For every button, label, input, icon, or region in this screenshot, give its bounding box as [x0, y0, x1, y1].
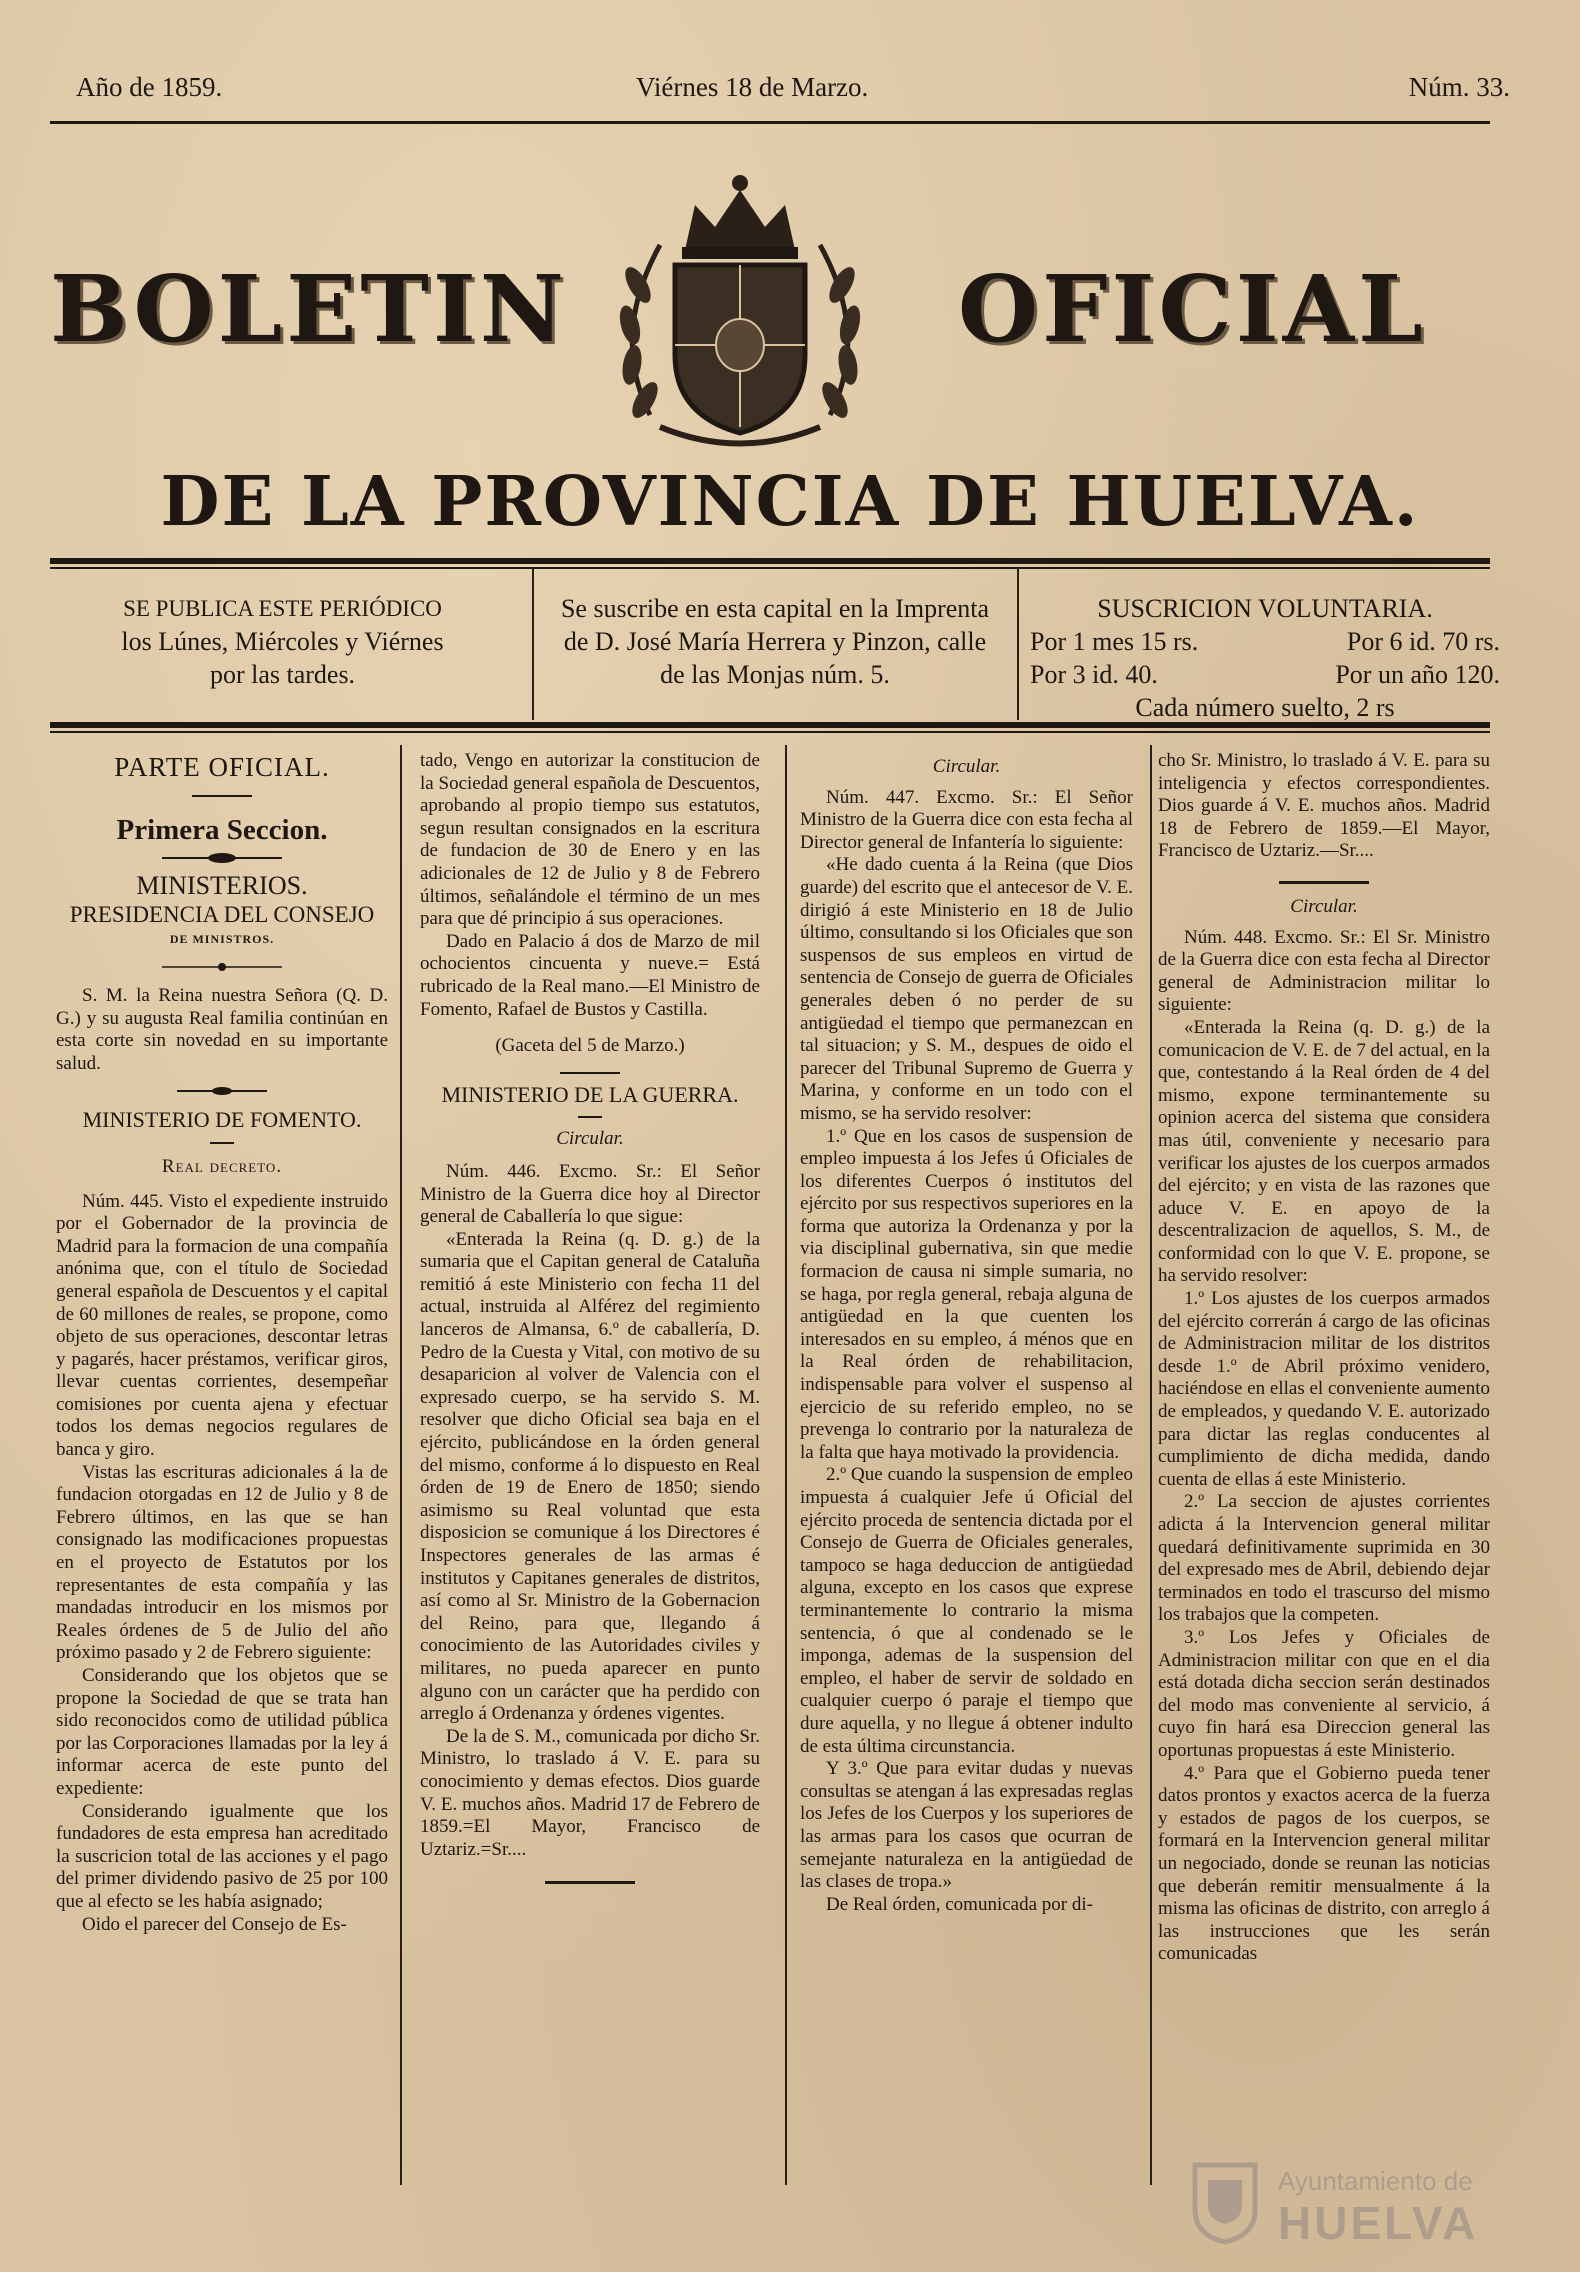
subscription-prices — [1030, 592, 1500, 724]
divider-ornament-icon — [162, 961, 282, 975]
watermark-line-1: Ayuntamiento de — [1278, 2166, 1473, 2196]
date-bar — [70, 72, 1510, 112]
masthead-bottom-rule-thin — [50, 567, 1490, 569]
issue-number: Núm. 33. — [1408, 72, 1510, 102]
column-divider — [785, 745, 787, 2185]
section-parte-oficial: PARTE OFICIAL. — [114, 752, 330, 782]
column-2 — [420, 750, 760, 1894]
paragraph: 2.º Que cuando la suspension de empleo impuesta á cualquier Jefe ú Oficial del ejército proceda de sentencia dictada por el Consejo de Guerra de Oficiales generales, tampoco se haga deduccion de antigüedad alguna, excepto en los casos que exprese terminantemente lo contrario la misma sentencia, ó que al condenado se le imponga, ademas de la suspension del empleo, el haber de servir de soldado en cualquier cuerpo ó paraje el tiempo que dure aquella, y no llegue á obtener indulto de esta última circunstancia. — [800, 1464, 1133, 1757]
divider-ornament-icon — [162, 851, 282, 865]
gaceta-reference: (Gaceta del 5 de Marzo.) — [495, 1035, 685, 1057]
paragraph: De la de S. M., comunicada por dicho Sr. Ministro, lo traslado á V. E. para su conocimiento y demas efectos. Dios guarde V. E. muchos años. Madrid 17 de Febrero de 1859.=El Mayor, Francisco de Uztariz.=Sr.... — [420, 1725, 760, 1860]
paragraph: 3.º Los Jefes y Oficiales de Administracion militar con que en el dia está dotada dicha seccion serán destinados del modo mas conveniente al servicio, á cuyo fin hará esa Direccion general las oportunas propuestas á este Ministerio. — [1158, 1626, 1490, 1761]
paragraph: 2.º La seccion de ajustes corrientes adicta á la Intervencion general militar quedará definitivamente suprimida en 30 del expresado mes de Abril, debiendo dejar terminados en todo el trascurso del mismo los trabajos que la competen. — [1158, 1491, 1490, 1626]
paragraph: Dado en Palacio á dos de Marzo de mil ochocientos cincuenta y nueve.= Está rubricado de la Real mano.—El Ministro de Fomento, Rafael de Bustos y Castilla. — [420, 930, 760, 1020]
paragraph: «Enterada la Reina (q. D. g.) de la comunicacion de V. E. de 7 del actual, en la que, contestando á la Real órden de 4 del mismo, expone terminantemente su opinion acerca del sistema que considera mas útil, conveniente y necesario para verificar los ajustes de los cuerpos armados del ejército; y en vista de las razones que aduce V. E. en apoyo de la descentralizacion de aquellos, S. M., de conformidad con lo que V. E. propone, se ha servido resolver: — [1158, 1016, 1490, 1287]
subscription-line: Se suscribe en esta capital en la Imprenta — [560, 594, 990, 623]
divider-dash — [1279, 881, 1369, 884]
paragraph: tado, Vengo en autorizar la constitucion de la Sociedad general española de Descuentos, aprobando al propio tiempo sus estatutos, segun resultan consignados en la escritura de fundacion de 30 de Enero y en las adicionales de 12 de Julio y 8 de Febrero últimos, señalándole el término de un mes para que dé principio á sus operaciones. — [420, 750, 760, 930]
price-single-issue: Cada número suelto, 2 rs — [1135, 693, 1395, 722]
heading-real-decreto: Real decreto. — [161, 1155, 283, 1177]
heading-circular: Circular. — [556, 1128, 624, 1150]
divider-dash — [560, 1072, 620, 1074]
column-3 — [800, 750, 1133, 1916]
divider-ornament-icon — [192, 791, 252, 805]
subscription-line: de D. José María Herrera y Pinzon, calle — [563, 627, 987, 656]
heading-de-ministros: DE MINISTROS. — [169, 932, 275, 947]
paragraph: 1.º Los ajustes de los cuerpos armados del ejército correrán á cargo de las oficinas de Administracion militar de los distritos desde 1.º de Abril próximo venidero, haciéndose en ellas el conveniente aumento de empleados, y quedando V. E. autorizado para dictar las reglas conducentes al cumplimiento de dicha medida, dando cuenta de ellas á este Ministerio. — [1158, 1288, 1490, 1490]
city-shield-icon — [1190, 2160, 1260, 2245]
column-4 — [1158, 750, 1490, 1966]
paragraph: Vistas las escrituras adicionales á la de fundacion otorgadas en 12 de Julio y 8 de Febrero últimos, en las que se han consignado las modificaciones propuestas en el proyecto de Estatutos por los representantes de esta compañía y las mandadas introducir en los mismos por Reales órdenes de 5 de Julio del año próximo pasado y 2 de Febrero siguiente: — [56, 1461, 388, 1664]
column-1 — [56, 750, 388, 1936]
divider-dash — [210, 1142, 234, 1144]
heading-ministerio-fomento: MINISTERIO DE FOMENTO. — [82, 1107, 362, 1133]
paragraph: Núm. 447. Excmo. Sr.: El Señor Ministro de la Guerra dice con esta fecha al Director general de Infantería lo siguiente: — [800, 786, 1133, 853]
price-item: Por 3 id. 40. — [1030, 660, 1158, 689]
column-divider — [1150, 745, 1152, 2185]
top-rule — [50, 121, 1490, 124]
paragraph: Oido el parecer del Consejo de Es- — [82, 1913, 347, 1935]
divider-dash — [578, 1116, 602, 1118]
info-bottom-rule — [50, 722, 1490, 728]
heading-presidencia: PRESIDENCIA DEL CONSEJO — [69, 901, 375, 927]
masthead-word-left: BOLETIN — [50, 255, 569, 363]
year-label: Año de 1859. — [76, 72, 223, 102]
heading-ministerios: MINISTERIOS. — [136, 871, 308, 901]
subscription-place — [540, 592, 1010, 691]
price-item: Por un año 120. — [1335, 660, 1500, 689]
masthead-word-right: OFICIAL — [958, 255, 1427, 363]
paragraph: Núm. 445. Visto el expediente instruido por el Gobernador de la provincia de Madrid para la formacion de una compañía anónima que, con el título de Sociedad general española de Descuentos y el capital de 60 millones de reales, se propone, como objeto de sus operaciones, descontar letras y pagarés, hacer préstamos, verificar giros, llevar cuentas corrientes, desempeñar comisiones por cuenta ajena y efectuar todos los demas negocios regulares de banca y giro. — [56, 1190, 388, 1461]
masthead-bottom-rule — [50, 558, 1490, 564]
price-item: Por 1 mes 15 rs. — [1030, 627, 1199, 656]
archive-watermark — [1190, 2160, 1520, 2250]
paragraph: «He dado cuenta á la Reina (que Dios guarde) del escrito que el antecesor de V. E. dirigió á este Ministerio en 18 de Julio último, consultando si los Oficiales que son suspensos de sus empleos en virtud de sentencia de Consejo de guerra de Oficiales generales deben ó no perder de su antigüedad el tiempo que permanezcan en tal situacion; y S. M., despues de oido el parecer del Tribunal Supremo de Guerra y Marina, y conforme en un todo con el mismo, se ha servido resolver: — [800, 854, 1133, 1124]
paragraph: De Real órden, comunicada por di- — [826, 1893, 1093, 1915]
publication-line: SE PUBLICA ESTE PERIÓDICO — [123, 596, 442, 621]
paragraph: Considerando que los objetos que se propone la Sociedad de que se trata han sido reconocidos como de utilidad pública por las Corporaciones llamadas por la ley á informar acerca de este punto del expediente: — [56, 1665, 388, 1799]
heading-circular: Circular. — [1290, 895, 1358, 917]
paragraph: 1.º Que en los casos de suspension de empleo impuesta á los Jefes ú Oficiales de los diferentes Cuerpos ó institutos del ejército por sus respectivos superiores en la forma que autoriza la Ordenanza y por la via disciplinal gubernativa, sin que medie formacion de causa ni simple sumaria, no se haga, por regla general, rebaja alguna de antigüedad en la que cuenten los interesados en su empleo, á ménos que en la Real órden de rehabilitacion, indispensable para volver el suspenso al ejercicio de su referido empleo, no se prevenga lo contrario por la naturaleza de la falta que haya motivado la providencia. — [800, 1125, 1133, 1463]
column-divider — [1017, 568, 1019, 720]
paragraph: Y 3.º Que para evitar dudas y nuevas consultas se atengan á las expresadas reglas los Jefes de los Cuerpos y los superiores de las armas para los casos que ocurran de semejante naturaleza en la antigüedad de las clases de tropa.» — [800, 1758, 1133, 1893]
paragraph: Núm. 446. Excmo. Sr.: El Señor Ministro de la Guerra dice hoy al Director general de Caballería lo que sigue: — [420, 1160, 760, 1228]
issue-date: Viérnes 18 de Marzo. — [636, 72, 869, 102]
prices-title: SUSCRICION VOLUNTARIA. — [1097, 594, 1433, 623]
publication-line: por las tardes. — [209, 660, 356, 689]
price-item: Por 6 id. 70 rs. — [1346, 627, 1500, 656]
masthead-subtitle: DE LA PROVINCIA DE HUELVA. — [160, 462, 1420, 542]
heading-ministerio-guerra: MINISTERIO DE LA GUERRA. — [441, 1081, 739, 1107]
paragraph: S. M. la Reina nuestra Señora (Q. D. G.) y su augusta Real familia continúan en esta corte sin novedad en su importante salud. — [56, 984, 388, 1074]
paragraph: «Enterada la Reina (q. D. g.) de la sumaria que el Capitan general de Cataluña remitió á este Ministerio con fecha 11 del actual, instruida al Alférez del regimiento lanceros de Almansa, 6.º de caballería, D. Pedro de la Cuesta y Vital, con motivo de su desaparicion al volver de Valencia con el expresado cuerpo, se ha servido S. M. resolver que dicho Oficial sea baja en el ejército, publicándose en la órden general del mismo, conforme á lo dispuesto en Real órden de 19 de Enero de 1850; siendo asimismo su Real voluntad que esta disposicion se comunique á los Directores é Inspectores generales de las armas é institutos y Capitanes generales de distritos, así como al Sr. Ministro de la Gobernacion del Reino, para que, llegando á conocimiento de las Autoridades civiles y militares, no pueda aparecer en punto alguno con un carácter que ha perdido con arreglo á Ordenanza y órdenes vigentes. — [420, 1228, 760, 1725]
paragraph: Considerando igualmente que los fundadores de esta empresa han acreditado la suscricion total de las acciones y el pago del primer dividendo pasivo de 25 por 100 que al efecto se les había asignado; — [56, 1800, 388, 1912]
column-divider — [400, 745, 402, 2185]
publication-line: los Lúnes, Miércoles y Viérnes — [121, 627, 444, 656]
royal-coat-of-arms-icon — [590, 165, 890, 465]
publication-info — [70, 592, 495, 691]
paragraph: Núm. 448. Excmo. Sr.: El Sr. Ministro de la Guerra dice con esta fecha al Director general de Administracion militar lo siguiente: — [1158, 926, 1490, 1016]
info-bottom-rule-thin — [50, 731, 1490, 733]
paragraph: cho Sr. Ministro, lo traslado á V. E. para su inteligencia y efectos correspondientes. Dios guarde á V. E. muchos años. Madrid 18 de Febrero de 1859.—El Mayor, Francisco de Uztariz.—Sr.... — [1158, 750, 1490, 862]
divider-dash — [545, 1881, 635, 1884]
watermark-line-2: HUELVA — [1278, 2197, 1479, 2249]
paragraph: 4.º Para que el Gobierno pueda tener datos prontos y exactos acerca de la fuerza y estados de pagos de los cuerpos, se formará en la Intervencion general militar un negociado, donde se reunan las noticias que deberán remitir mensualmente á la misma las oficinas de distrito, con arreglo á las instrucciones que les serán comunicadas — [1158, 1762, 1490, 1965]
section-primera-seccion: Primera Seccion. — [116, 813, 328, 846]
subscription-line: de las Monjas núm. 5. — [660, 660, 890, 689]
heading-circular: Circular. — [932, 756, 1001, 777]
column-divider — [532, 568, 534, 720]
divider-ornament-icon — [177, 1085, 267, 1099]
